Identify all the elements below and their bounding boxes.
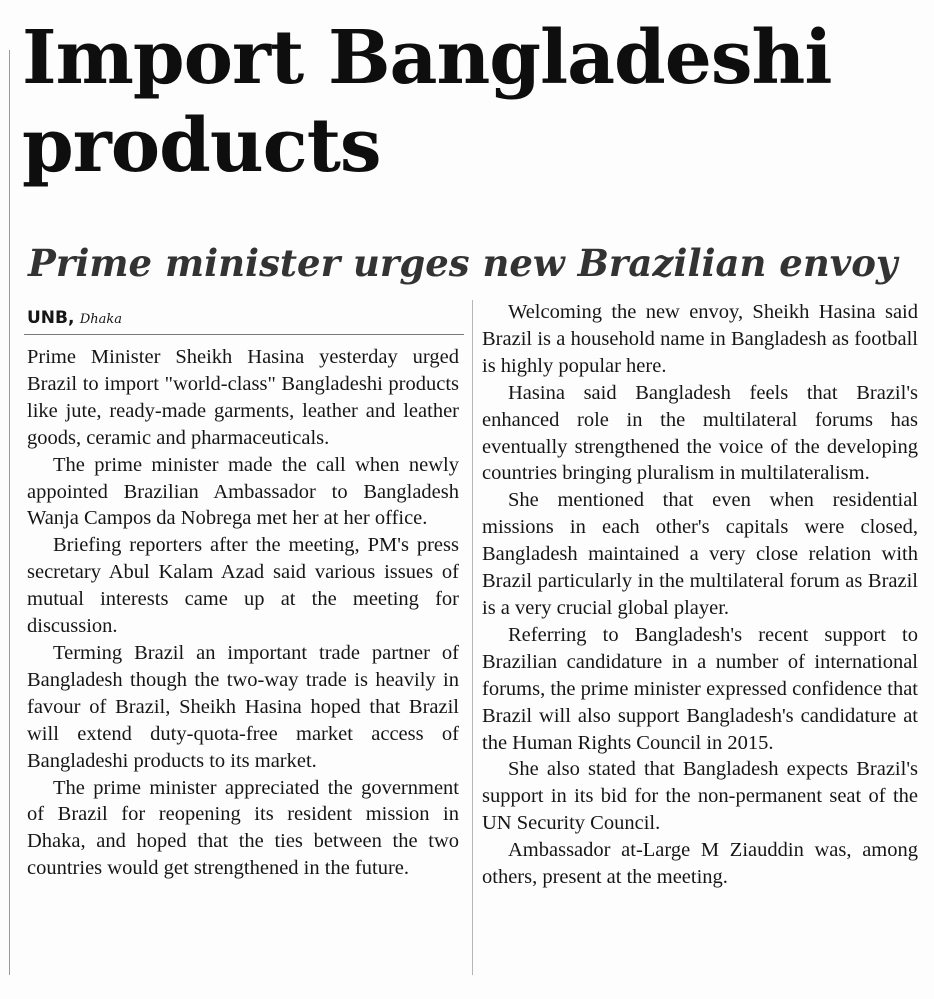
paragraph: Briefing reporters after the meeting, PM's press secretary Abul Kalam Azad said various issues of mutual interests came up at the meeting for discussion. xyxy=(27,534,459,638)
column-divider xyxy=(472,300,473,975)
paragraph: Welcoming the new envoy, Sheikh Hasina said Brazil is a household name in Bangladesh as football is highly popular here. xyxy=(482,301,918,377)
news-agency: UNB, xyxy=(27,308,75,328)
paragraph: Ambassador at-Large M Ziauddin was, among others, present at the meeting. xyxy=(482,839,918,889)
article-column-left xyxy=(27,344,459,979)
paragraph: Hasina said Bangladesh feels that Brazil's enhanced role in the multilateral forums has eventually strengthened the voice of the developing countries bringing pluralism in multilateralism. xyxy=(482,381,918,485)
paragraph: She also stated that Bangladesh expects Brazil's support in its bid for the non-permanent seat of the UN Security Council. xyxy=(482,758,918,835)
paragraph: She mentioned that even when residential missions in each other's capitals were closed, Bangladesh maintained a very close relation with Brazil particularly in the multilateral forum as Brazil is a very crucial global player. xyxy=(482,489,918,619)
article-column-right xyxy=(482,299,918,989)
paragraph: Referring to Bangladesh's recent support to Brazilian candidature in a number of international forums, the prime minister expressed confidence that Brazil will also support Bangladesh's candidature at the Human Rights Council in 2015. xyxy=(482,623,918,754)
paragraph: Prime Minister Sheikh Hasina yesterday urged Brazil to import "world-class" Bangladeshi products like jute, ready-made garments, leather and leather goods, ceramic and pharmaceuticals. xyxy=(27,346,459,449)
left-border-rule xyxy=(9,50,10,975)
dateline-city: Dhaka xyxy=(79,312,123,327)
headline: Import Bangladeshi products xyxy=(22,15,832,189)
dateline-divider xyxy=(24,334,464,335)
paragraph: Terming Brazil an important trade partner of Bangladesh though the two-way trade is heavily in favour of Brazil, Sheikh Hasina hoped that Brazil will extend duty-quota-free market access of Bangladeshi products to its market. xyxy=(27,641,459,772)
paragraph: The prime minister made the call when newly appointed Brazilian Ambassador to Bangladesh Wanja Campos da Nobrega met her at her office. xyxy=(27,453,459,530)
dateline xyxy=(27,307,122,331)
subheadline: Prime minister urges new Brazilian envoy xyxy=(28,241,898,285)
paragraph: The prime minister appreciated the government of Brazil for reopening its resident mission in Dhaka, and hoped that the ties between the two countries would get strengthened in the future. xyxy=(27,776,459,880)
